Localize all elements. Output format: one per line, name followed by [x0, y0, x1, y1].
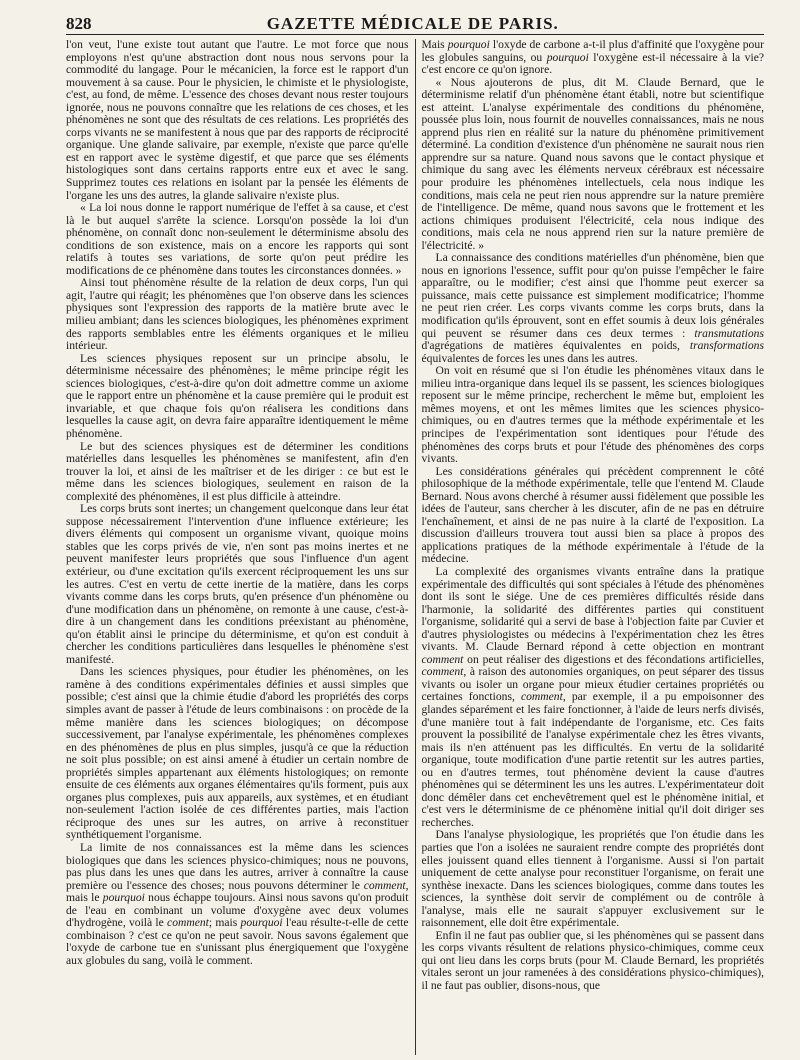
paragraph: La limite de nos connaissances est la même dans les sciences biologiques que dans les sciences physico-chimiques; nous ne pouvons, pas plus dans les unes que dans les autres, arriver à connaître la cause première ou l'essence des choses; nous pouvons déterminer le comment, mais le pourquoi nous échappe toujours. Ainsi nous savons qu'on produit de l'eau en combinant un volume d'oxygène avec deux volumes d'hydrogène, voilà le comment; mais pourquoi l'eau résulte-t-elle de cette combinaison ? c'est ce qu'on ne peut savoir. Nous savons également que l'oxyde de carbone tue en s'unissant plus énergiquement que l'oxygène aux globules du sang, voilà le comment.: [66, 841, 409, 967]
paragraph: Les sciences physiques reposent sur un principe absolu, le déterminisme nécessaire des phénomènes; le même principe régit les sciences biologiques, c'est-à-dire qu'on doit admettre comme un axiome que le rapport entre un phénomène et la cause première qui le produit est invariable, et que chaque fois qu'on réalisera les conditions dans lesquelles la cause agit, on devra faire apparaître identiquement le même phénomène.: [66, 351, 409, 440]
paragraph: Dans les sciences physiques, pour étudier les phénomènes, on les ramène à des conditions expérimentales définies et aussi simples que possible; c'est ainsi que la chimie étudie d'abord les propriétés des corps simples avant de passer à l'étude de leurs combinaisons : on procède de la même manière dans les sciences biologiques; on décompose successivement, par l'analyse expérimentale, les phénomènes complexes en des phénomènes de plus en plus simples, jusqu'à ce que la réduction ne soit plus possible; on est ainsi amené à étudier un certain nombre de propriétés simples appartenant aux éléments histologiques; on remonte ensuite de ces éléments aux organes élémentaires qu'ils forment, puis aux organes plus complexes, puis aux appareils, aux systèmes, et en étudiant non-seulement l'action isolée de ces différentes parties, mais l'action réciproque des unes sur les autres, on arrive à reconstituer synthétiquement l'organisme.: [66, 665, 409, 842]
page-number: 828: [66, 14, 92, 33]
paragraph: La connaissance des conditions matérielles d'un phénomène, bien que nous en ignorions l'essence, suffit pour qu'on puisse l'empêcher le faire apparaître, ou le modifier; c'est ainsi que l'homme peut exercer sa puissance, mais cette puissance est simplement modificatrice; l'homme ne peut rien créer. Les corps vivants comme les corps bruts, dans la modification qu'ils éprouvent, sont en effet soumis à deux lois générales qui peuvent se résumer dans ces deux termes : transmutations d'agrégations de matières équivalentes en poids, transformations équivalentes de forces les unes dans les autres.: [421, 251, 764, 365]
paragraph: Le but des sciences physiques est de déterminer les conditions matérielles dans lesquelles les phénomènes se manifestent, afin d'en trouver la loi, et ainsi de les maîtriser et de les diriger : ce but est le même dans les sciences biologiques, seulement en raison de la complexité des phénomènes, il est plus difficile à atteindre.: [66, 439, 409, 503]
paragraph: Les considérations générales qui précèdent comprennent le côté philosophique de la méthode expérimentale, telle que l'entend M. Claude Bernard. Nous avons cherché à résumer aussi fidèlement que possible les idées de l'auteur, sans chercher à les discuter, afin de ne pas en détruire l'enchaînement, et ainsi de ne pas nuire à la clarté de l'exposition. La discussion d'ailleurs trouvera tout aussi bien sa place à propos des applications pratiques de la méthode expérimentale à l'étude de la médecine.: [421, 464, 764, 566]
paragraph: Ainsi tout phénomène résulte de la relation de deux corps, l'un qui agit, l'autre qui réagit; les phénomènes que l'on observe dans les sciences physiques sont l'expression des rapports de la matière brute avec le milieu ambiant; dans les sciences biologiques, les phénomènes expriment des rapports semblables entre les éléments organiques et le milieu intérieur.: [66, 276, 409, 353]
paragraph: Dans l'analyse physiologique, les propriétés que l'on étudie dans les parties que l'on a isolées ne sauraient rendre compte des propriétés dont elles jouissent quand elles tiennent à l'organisme. Aussi si l'on partait uniquement de cette analyse pour reconstituer l'organisme, on ferait une synthèse inexacte. Dans les sciences biologiques, comme dans toutes les sciences, la synthèse doit servir de complément ou de contrôle à l'analyse, mais elle ne saurait s'appuyer exclusivement sur le raisonnement, elle doit être expérimentale.: [421, 828, 764, 930]
running-title: GAZETTE MÉDICALE DE PARIS.: [266, 14, 559, 33]
paragraph: « Nous ajouterons de plus, dit M. Claude Bernard, que le déterminisme relatif d'un phénomène étant établi, notre but scientifique est atteint. L'analyse expérimentale des conditions du phénomène, poussée plus loin, nous fournit de nouvelles connaissances, mais ne nous apprend plus rien en réalité sur la nature du phénomène primitivement déterminé. La condition d'existence d'un phénomène ne saurait nous rien apprendre sur sa nature. Quand nous savons que le contact physique et chimique du sang avec les éléments nerveux cérébraux est nécessaire pour produire les phénomènes intellectuels, cela nous indique les conditions, mais cela ne peut rien nous apprendre sur la nature première de l'intelligence. De même, quand nous savons que le frottement et les actions chimiques produisent l'électricité, cela nous indique des conditions, mais cela ne nous apprend rien sur la nature première de l'électricité. »: [421, 75, 764, 252]
paragraph: Les corps bruts sont inertes; un changement quelconque dans leur état suppose nécessairement l'intervention d'une influence extérieure; les divers éléments qui composent un organisme vivant, quoique moins stables que les corps privés de vie, n'en sont pas moins inertes et ne peuvent manifester leurs propriétés que sous l'influence d'un agent extérieur, ou d'une excitation qu'ils exercent réciproquement les uns sur les autres. C'est en vertu de cette inertie de la matière, dans les corps vivants comme dans les corps bruts, qu'en présence d'un phénomène ou d'une modification dans un phénomène, on remonte à une cause, c'est-à-dire à un changement dans les conditions préexistant au phénomène, qu'on établit ainsi le principe du déterminisme, et qu'on est conduit à chercher les conditions particulières dans lesquelles le phénomène s'est manifesté.: [66, 502, 409, 666]
left-column: [66, 39, 415, 1055]
page-header: [66, 10, 764, 35]
paragraph: La complexité des organismes vivants entraîne dans la pratique expérimentale des difficultés qui sont spéciales à l'étude des phénomènes dont ils sont le siége. Une de ces premières difficultés réside dans l'harmonie, la solidarité des différentes parties qui constituent l'organisme, solidarité qui a servi de base à l'objection faite par Cuvier et d'autres physiologistes ou médecins à l'expérimentation chez les êtres vivants. M. Claude Bernard répond à cette objection en montrant comment on peut réaliser des digestions et des fécondations artificielles, comment, à raison des autonomies organiques, on peut séparer des tissus vivants ou isoler un organe pour mieux étudier certaines propriétés ou certaines fonctions, comment, par exemple, il a pu empoisonner des glandes séparément et les faire fonctionner, à l'aide de leurs nerfs divisés, d'une manière tout à fait indépendante de l'organisme, etc. Ces faits prouvent la possibilité de l'analyse expérimentale chez les êtres vivants, mais ils n'en atténuent pas les difficultés. En vertu de la solidarité organique, toute modification d'une partie retentit sur les autres parties, ou en d'autres termes, tout phénomène devient la cause d'autres phénomènes qui se déterminent les uns les autres. L'expérimentateur doit donc démêler dans cet enchevêtrement quel est le phénomène initial, et c'est vers le déterminisme de ce phénomène initial qu'il doit diriger ses recherches.: [421, 564, 764, 829]
paragraph: Mais pourquoi l'oxyde de carbone a-t-il plus d'affinité que l'oxygène pour les globules sanguins, ou pourquoi l'oxygène est-il nécessaire à la vie? c'est encore ce qu'on ignore.: [421, 39, 764, 77]
paragraph: l'on veut, l'une existe tout autant que l'autre. Le mot force que nous employons n'est qu'une abstraction dont nous nous servons pour la commodité du langage. Pour le mécanicien, la force est le rapport d'un mouvement à sa cause. Pour le physicien, le chimiste et le physiologiste, c'est, au fond, de même. L'essence des choses devant nous rester toujours ignorée, nous ne pouvons connaître que les relations de ces choses, et les phénomènes ne sont que des résultats de ces relations. Les propriétés des corps vivants ne se manifestent à nous que par des rapports de réciprocité organique. Une glande salivaire, par exemple, n'existe que parce qu'elle est en rapport avec le système digestif, et que parce que ses éléments histologiques sont dans certains rapports entre eux et avec le sang. Supprimez toutes ces relations en isolant par la pensée les éléments de l'organe les uns des autres, la glande salivaire n'existe plus.: [66, 39, 409, 202]
text-columns: [66, 39, 764, 1055]
right-column: [416, 39, 765, 1055]
paragraph: « La loi nous donne le rapport numérique de l'effet à sa cause, et c'est là le but auquel s'arrête la science. Lorsqu'on possède la loi d'un phénomène, on connaît donc non-seulement le déterminisme absolu des conditions de son existence, mais on a encore les rapports qui sont relatifs à toutes ses variations, de sorte qu'on peut prédire les modifications de ce phénomène dans toutes les circonstances données. »: [66, 201, 409, 277]
paragraph: On voit en résumé que si l'on étudie les phénomènes vitaux dans le milieu intra-organique dans lequel ils se passent, les sciences biologiques reposent sur le même principe, recherchent le même but, emploient les mêmes moyens, et ont les mêmes limites que les sciences physico-chimiques, ou en d'autres termes que la méthode expérimentale et les principes de l'expérimentation sont identiques pour l'étude des phénomènes des corps bruts et pour l'étude des phénomènes des corps vivants.: [421, 364, 764, 466]
paragraph: Enfin il ne faut pas oublier que, si les phénomènes qui se passent dans les corps vivants résultent de relations physico-chimiques, comme ceux qui ont lieu dans les corps bruts (pour M. Claude Bernard, les propriétés vitales seront un jour ramenées à des considérations physico-chimiques), il ne faut pas oublier, disons-nous, que: [421, 928, 764, 993]
